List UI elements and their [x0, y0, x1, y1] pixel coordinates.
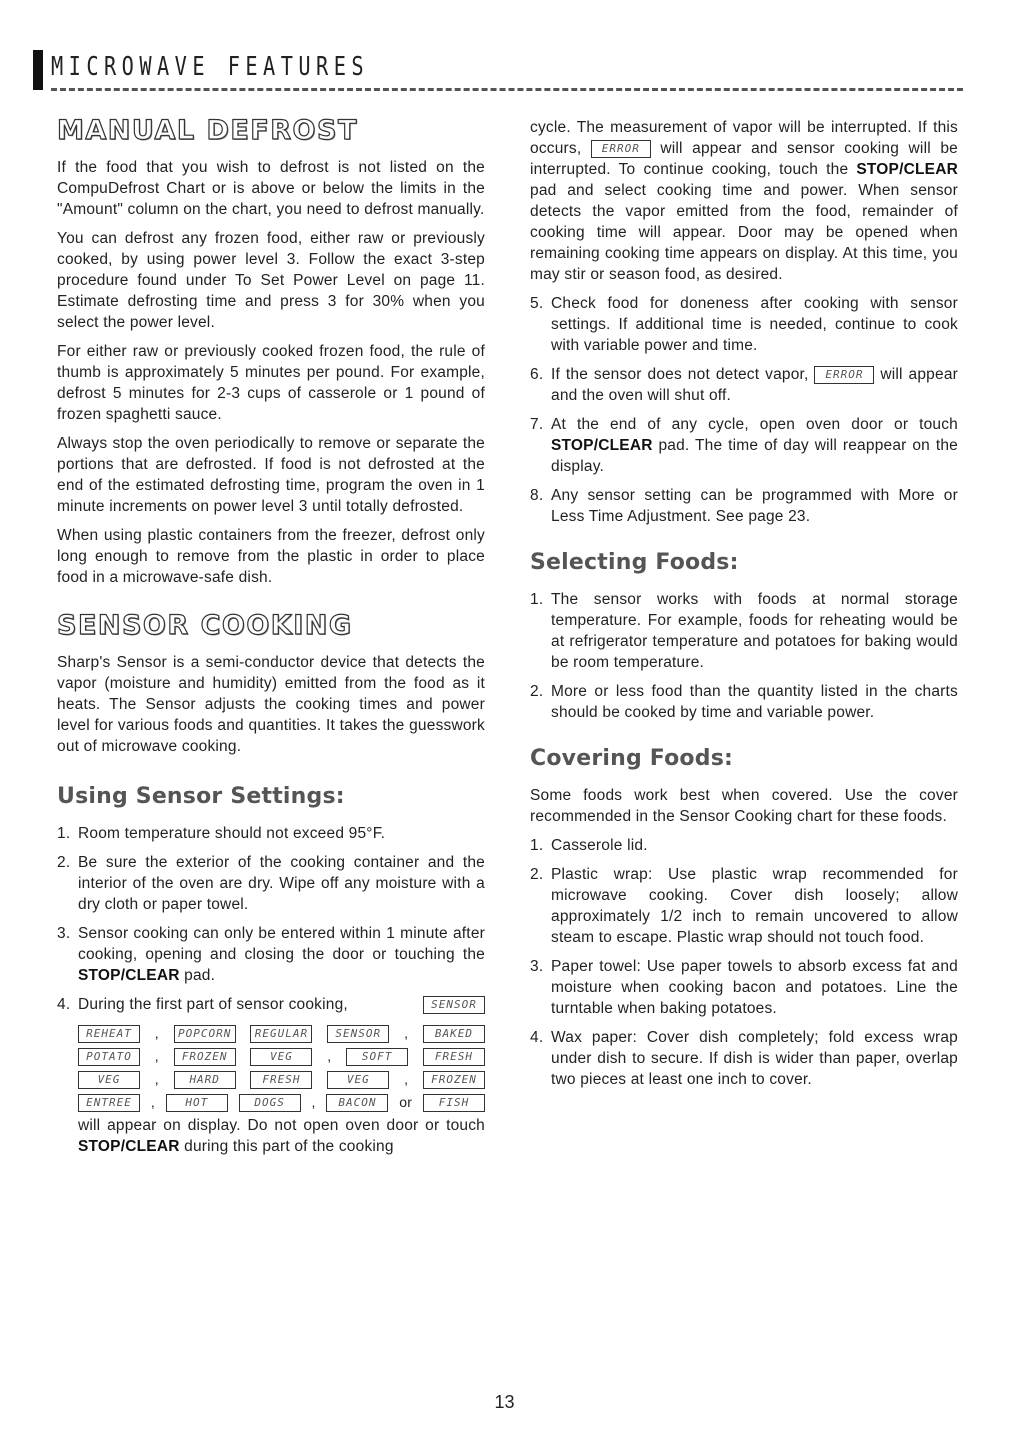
display-readout: FROZEN	[174, 1048, 236, 1066]
display-readout: SOFT	[346, 1048, 408, 1066]
list-number: 5.	[530, 295, 544, 312]
list-item-text: Plastic wrap: Use plastic wrap recommended for microwave cooking. Cover dish loosely; allow approximately 1/2 inch to remain uncovered to allow steam to escape. Plastic wrap should not touch food.	[551, 866, 958, 946]
list-item	[530, 293, 958, 356]
manual-defrost-heading: MANUAL DEFROST	[57, 115, 358, 146]
section-title: MICROWAVE FEATURES	[51, 52, 370, 82]
sensor-cooking-heading: SENSOR COOKING	[57, 610, 353, 641]
display-readout: POPCORN	[174, 1025, 236, 1043]
list-item-text: Sensor cooking can only be entered within 1 minute after cooking, opening and closing the door or touching the	[78, 925, 485, 963]
list-item-text: pad. The time of day will reappear on the display.	[551, 437, 958, 475]
list-item-text: will appear and sensor cooking will be interrupted. To continue cooking, touch the	[530, 140, 958, 178]
list-item-text: The sensor works with foods at normal storage temperature. For example, foods for reheating would be at refrigerator temperature and potatoes for baking would be room temperature.	[551, 591, 958, 671]
list-item-text: More or less food than the quantity listed in the charts should be cooked by time and variable power.	[551, 683, 958, 721]
display-readout: VEG	[78, 1071, 140, 1089]
list-number: 2.	[57, 854, 71, 871]
list-number: 2.	[530, 866, 544, 883]
display-readout: POTATO	[78, 1048, 140, 1066]
header-dashed-rule	[51, 88, 963, 91]
list-item-text: Be sure the exterior of the cooking container and the interior of the oven are dry. Wipe off any moisture with a dry cloth or paper towel.	[78, 854, 485, 913]
list-item-text: during this part of the cooking	[179, 1138, 394, 1155]
using-sensor-heading: Using Sensor Settings:	[57, 784, 345, 809]
list-item-text: Paper towel: Use paper towels to absorb excess fat and moisture when cooking bacon and potatoes. Line the turntable when baking potatoes.	[551, 958, 958, 1017]
display-readout: SENSOR	[423, 996, 485, 1014]
display-readout-row: VEG , HARD FRESH VEG , FROZEN	[57, 1069, 485, 1090]
manual-defrost-paragraph: You can defrost any frozen food, either raw or previously cooked, by using power level 3. Follow the exact 3-step procedure found under To Set Power Level on page 11. Estimate defrosting time and press 3 for 30% when you select the power level.	[57, 230, 485, 331]
display-readout: HARD	[174, 1071, 236, 1089]
display-readout-row: POTATO , FROZEN VEG , SOFT FRESH	[57, 1046, 485, 1067]
list-number: 1.	[530, 837, 544, 854]
list-item	[57, 994, 485, 1015]
page-number: 13	[494, 1392, 515, 1412]
display-readout-row: REHEAT , POPCORN REGULAR SENSOR , BAKED	[57, 1023, 485, 1044]
error-display: ERROR	[814, 366, 874, 384]
stop-clear-label: STOP/CLEAR	[78, 967, 180, 984]
display-readout: DOGS	[239, 1094, 301, 1112]
display-readout: VEG	[250, 1048, 312, 1066]
using-sensor-list	[57, 823, 485, 1015]
list-number: 6.	[530, 366, 544, 383]
list-number: 4.	[57, 996, 71, 1013]
list-number: 3.	[530, 958, 544, 975]
list-item	[57, 923, 485, 986]
list-item	[530, 956, 958, 1019]
display-readout: SENSOR	[327, 1025, 389, 1043]
list-item	[530, 414, 958, 477]
stop-clear-label: STOP/CLEAR	[856, 161, 958, 178]
list-item	[530, 589, 958, 673]
page-header	[33, 48, 963, 96]
sensor-cooking-paragraph: Sharp's Sensor is a semi-conductor device that detects the vapor (moisture and humidity) emitted from the food as it heats. The Sensor adjusts the cooking times and power level for various foods and quantities. It takes the guesswork out of microwave cooking.	[57, 654, 485, 755]
selecting-foods-list	[530, 589, 958, 723]
list-item-text: Any sensor setting can be programmed with More or Less Time Adjustment. See page 23.	[551, 487, 958, 525]
display-readout: VEG	[327, 1071, 389, 1089]
list-item-continuation	[530, 117, 958, 285]
stop-clear-label: STOP/CLEAR	[78, 1138, 180, 1155]
manual-defrost-paragraph: For either raw or previously cooked frozen food, the rule of thumb is approximately 5 minutes per pound. For example, defrost 5 minutes for 2-3 cups of casserole or 1 pound of frozen spaghetti sauce.	[57, 343, 485, 423]
list-item	[530, 835, 958, 856]
right-column	[530, 117, 958, 1098]
covering-foods-intro: Some foods work best when covered. Use the cover recommended in the Sensor Cooking chart for these foods.	[530, 787, 958, 825]
manual-defrost-paragraph: Always stop the oven periodically to remove or separate the portions that are defrosted. If food is not defrosted at the end of the estimated defrosting time, program the oven in 1 minute increments on power level 3 until totally defrosted.	[57, 435, 485, 515]
error-display: ERROR	[591, 140, 651, 158]
list-item-text: pad.	[179, 967, 216, 984]
display-readout-row: ENTREE , HOT DOGS , BACON or FISH	[57, 1092, 485, 1113]
list-item-text: will appear on display. Do not open oven door or touch	[78, 1117, 485, 1134]
display-readout: HOT	[166, 1094, 228, 1112]
list-item-text: During the first part of sensor cooking,	[78, 996, 348, 1013]
list-number: 8.	[530, 487, 544, 504]
list-number: 1.	[530, 591, 544, 608]
left-column	[57, 115, 485, 1165]
display-readout: REHEAT	[78, 1025, 140, 1043]
covering-foods-list	[530, 835, 958, 1090]
list-item	[530, 364, 958, 406]
list-number: 7.	[530, 416, 544, 433]
list-item-text: Room temperature should not exceed 95°F.	[78, 825, 386, 842]
list-number: 1.	[57, 825, 71, 842]
display-readout: FROZEN	[423, 1071, 485, 1089]
list-item-text: Check food for doneness after cooking with sensor settings. If additional time is needed, continue to cook with variable power and time.	[551, 295, 958, 354]
header-bar-mark	[33, 50, 43, 90]
list-number: 4.	[530, 1029, 544, 1046]
display-readout: BACON	[326, 1094, 388, 1112]
manual-defrost-paragraph: When using plastic containers from the freezer, defrost only long enough to remove from the plastic in order to place food in a microwave-safe dish.	[57, 527, 485, 586]
list-item-continuation	[57, 1115, 485, 1157]
display-readout: BAKED	[423, 1025, 485, 1043]
list-item-text: cycle. The measurement of vapor will be interrupted. If this occurs,	[530, 119, 958, 157]
or-word: or	[399, 1094, 413, 1110]
covering-foods-heading: Covering Foods:	[530, 746, 733, 771]
stop-clear-label: STOP/CLEAR	[551, 437, 653, 454]
list-item-text: At the end of any cycle, open oven door or touch	[551, 416, 958, 433]
list-item	[530, 681, 958, 723]
display-readout: FRESH	[250, 1071, 312, 1089]
list-item-text: Casserole lid.	[551, 837, 648, 854]
list-item-text: Wax paper: Cover dish completely; fold excess wrap under dish to secure. If dish is wider than paper, overlap two pieces at least one inch to cover.	[551, 1029, 958, 1088]
list-item	[530, 1027, 958, 1090]
selecting-foods-heading: Selecting Foods:	[530, 550, 739, 575]
list-item-text: If the sensor does not detect vapor,	[551, 366, 809, 383]
display-readout: ENTREE	[78, 1094, 140, 1112]
display-readout: FISH	[423, 1094, 485, 1112]
list-item	[530, 485, 958, 527]
list-item-text: pad and select cooking time and power. When sensor detects the vapor emitted from the food, remainder of cooking time will appear. Door may be opened when remaining cooking time appears on display. At this time, you may stir or season food, as desired.	[530, 182, 958, 283]
display-readout: REGULAR	[250, 1025, 312, 1043]
display-readout: FRESH	[423, 1048, 485, 1066]
list-number: 2.	[530, 683, 544, 700]
list-number: 3.	[57, 925, 71, 942]
list-item	[530, 864, 958, 948]
list-item	[57, 852, 485, 915]
using-sensor-list-continued	[530, 293, 958, 527]
list-item-text: will appear and the oven will shut off.	[551, 366, 959, 404]
list-item	[57, 823, 485, 844]
manual-defrost-paragraph: If the food that you wish to defrost is not listed on the CompuDefrost Chart or is above or below the limits in the "Amount" column on the chart, you need to defrost manually.	[57, 159, 485, 218]
